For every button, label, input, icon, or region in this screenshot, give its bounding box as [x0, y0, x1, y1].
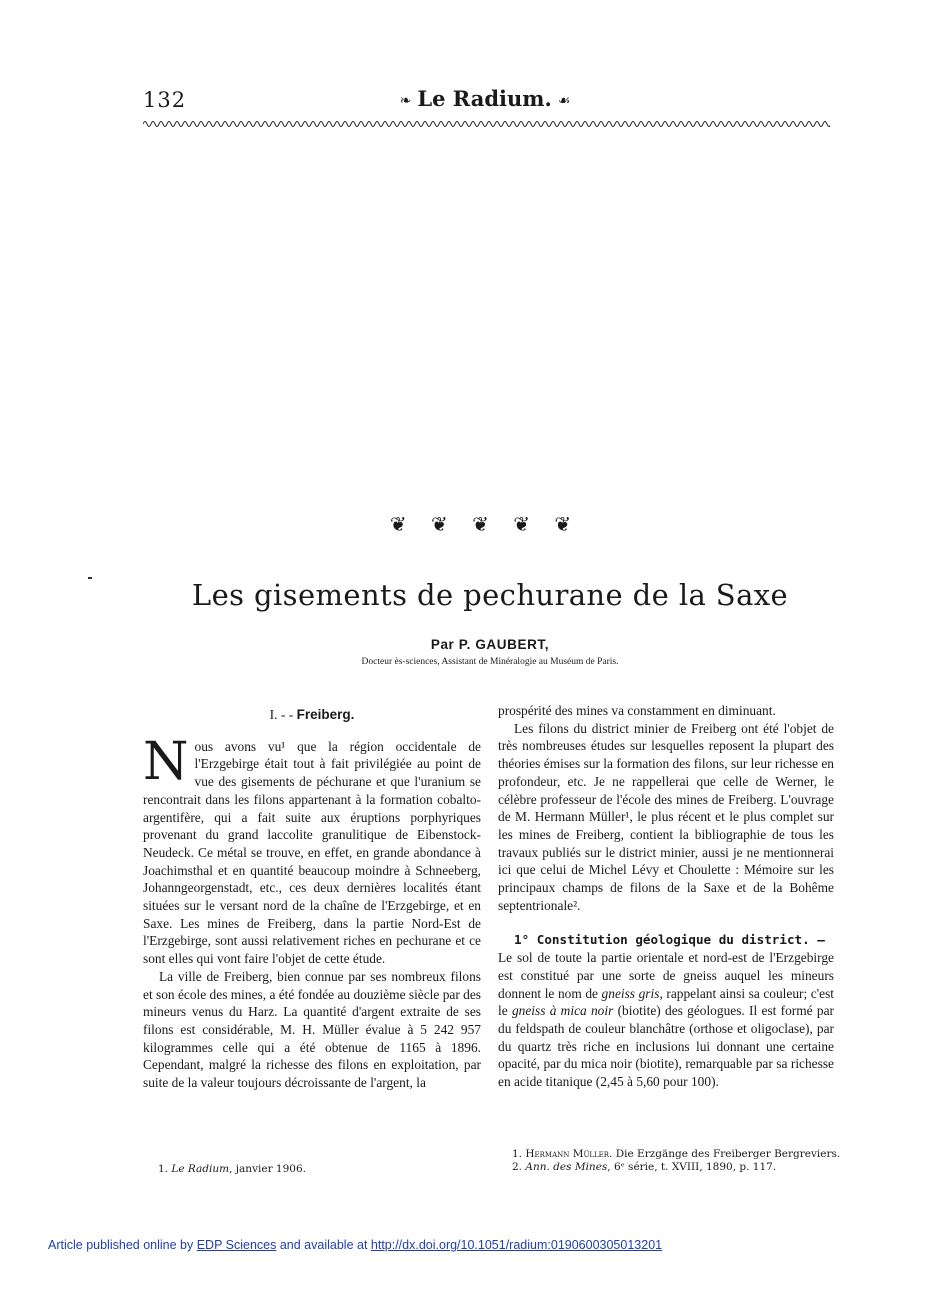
- subsection-heading: 1° Constitution géologique du district. —: [514, 932, 825, 948]
- section-number: I. - -: [269, 707, 294, 722]
- footer-text: and available at: [276, 1238, 371, 1252]
- fleuron-ornaments: ❦ ❦ ❦ ❦ ❦: [389, 512, 581, 536]
- wavy-rule: [143, 118, 830, 130]
- paragraph: [143, 731, 481, 968]
- stray-mark: [88, 577, 92, 579]
- running-head: [380, 86, 590, 111]
- footnote-text: Die Erzgänge des Freiberger Bergreviers.: [612, 1148, 841, 1160]
- publisher-link[interactable]: EDP Sciences: [196, 1238, 277, 1252]
- footnote-journal: Le Radium: [171, 1163, 230, 1175]
- paragraph: [498, 949, 834, 1091]
- doi-link[interactable]: http://dx.doi.org/10.1051/radium:0190600305013201: [370, 1238, 663, 1252]
- page-number: 132: [143, 88, 187, 112]
- section-heading: [143, 706, 481, 724]
- ornament-right-icon: ☙: [557, 92, 571, 109]
- text-run: , rappelant ainsi sa couleur; c'est le: [498, 985, 835, 1019]
- running-title: Le Radium.: [417, 86, 552, 111]
- footnotes-right: [512, 1148, 842, 1174]
- footnote-text: , janvier 1906.: [229, 1163, 306, 1175]
- paragraph-text: ous avons vu¹ que la région occidentale de l'Erzgebirge était tout à fait privilégiée au point de vue des gisements de péchurane et que l'uranium se rencontrait dans les filons appartenant à la formation cobalto-argentifère, qui a fait suite aux éruptions porphyriques provenant du grand laccolite granulitique de Eibenstock-Neudeck. Ce métal se trouve, en effet, en grande abondance à Joachimsthal et en quantité beaucoup moindre à Schneeberg, Johanngeorgenstadt, etc., ces deux dernières localités étant situées sur le versant nord de la chaîne de l'Erzgebirge, et en Saxe. Les mines de Freiberg, dans la partie Nord-Est de l'Erzgebirge, sont aussi relativement riches en pechurane et ce sont elles qui vont faire l'objet de cette étude.: [143, 738, 481, 967]
- paragraph: [498, 931, 834, 949]
- left-column: [143, 706, 481, 1092]
- emphasis: gneiss à mica noir: [511, 1003, 614, 1019]
- paragraph: La ville de Freiberg, bien connue par ses nombreux filons et son école des mines, a été fondée au douzième siècle par des mineurs venus du Harz. La quantité d'argent extraite de ses filons est considérable, M. H. Müller évalue à 5 242 957 kilogrammes celle qui a été obtenue de 1165 à 1896. Cependant, malgré la richesse des filons en exploitation, par suite de la valeur toujours décroissante de l'argent, la: [143, 968, 481, 1091]
- ornament-left-icon: ❧: [399, 92, 412, 109]
- publication-footer: [48, 1238, 662, 1252]
- footer-text: Article published online by: [48, 1238, 197, 1252]
- emphasis: gneiss gris: [601, 985, 660, 1001]
- footnote-number: 1.: [512, 1148, 523, 1160]
- article-title: Les gisements de pechurane de la Saxe: [191, 578, 789, 612]
- author-byline: Par P. GAUBERT,: [430, 637, 550, 652]
- right-column: [498, 702, 834, 1091]
- drop-cap: N: [143, 731, 189, 792]
- footnote-author: Hermann Müller.: [525, 1148, 613, 1160]
- footnote-text: , 6ᵉ série, t. XVIII, 1890, p. 117.: [607, 1161, 777, 1173]
- footnote-number: 1.: [158, 1163, 169, 1175]
- footnote-journal: Ann. des Mines: [525, 1161, 608, 1173]
- section-title: Freiberg.: [296, 707, 355, 722]
- paragraph: prospérité des mines va constamment en diminuant.: [498, 703, 776, 718]
- footnote: [512, 1161, 842, 1174]
- text-run: Le sol de toute la partie orientale et nord-est de l'Erzgebirge est constitué par une sorte de gneiss auquel les mineurs donnent le nom de: [498, 950, 834, 1001]
- footnote-number: 2.: [512, 1161, 523, 1173]
- text-run: (biotite) des géologues. Il est formé par du feldspath de couleur blanchâtre (orthose et oligoclase), par du quartz très riche en inclusions lui donnant une certaine opacité, par du mica noir (biotite), remarquable par sa richesse en acide titanique (2,45 à 5,60 pour 100).: [498, 1003, 835, 1090]
- footnote-left: [158, 1163, 478, 1176]
- paragraph: Les filons du district minier de Freiberg ont été l'objet de très nombreuses études sur lesquelles reposent la plupart des théories émises sur la formation des filons, sur leur richesse en profondeur, etc. Je ne rappellerai que celle de Werner, le célèbre professeur de l'école des mines de Freiberg. L'ouvrage de M. Hermann Müller¹, le plus récent et le plus complet sur les mines de Freiberg, contient la bibliographie de tous les travaux publiés sur le district minier, aussi je ne mentionnerai ici que celui de Michel Lévy et Choulette : Mémoire sur les principaux champs de filons de la Saxe et de la Bohême septentrionale².: [498, 720, 834, 913]
- author-affiliation: Docteur ès-sciences, Assistant de Minéralogie au Muséum de Paris.: [361, 657, 619, 667]
- footnote: [512, 1148, 842, 1161]
